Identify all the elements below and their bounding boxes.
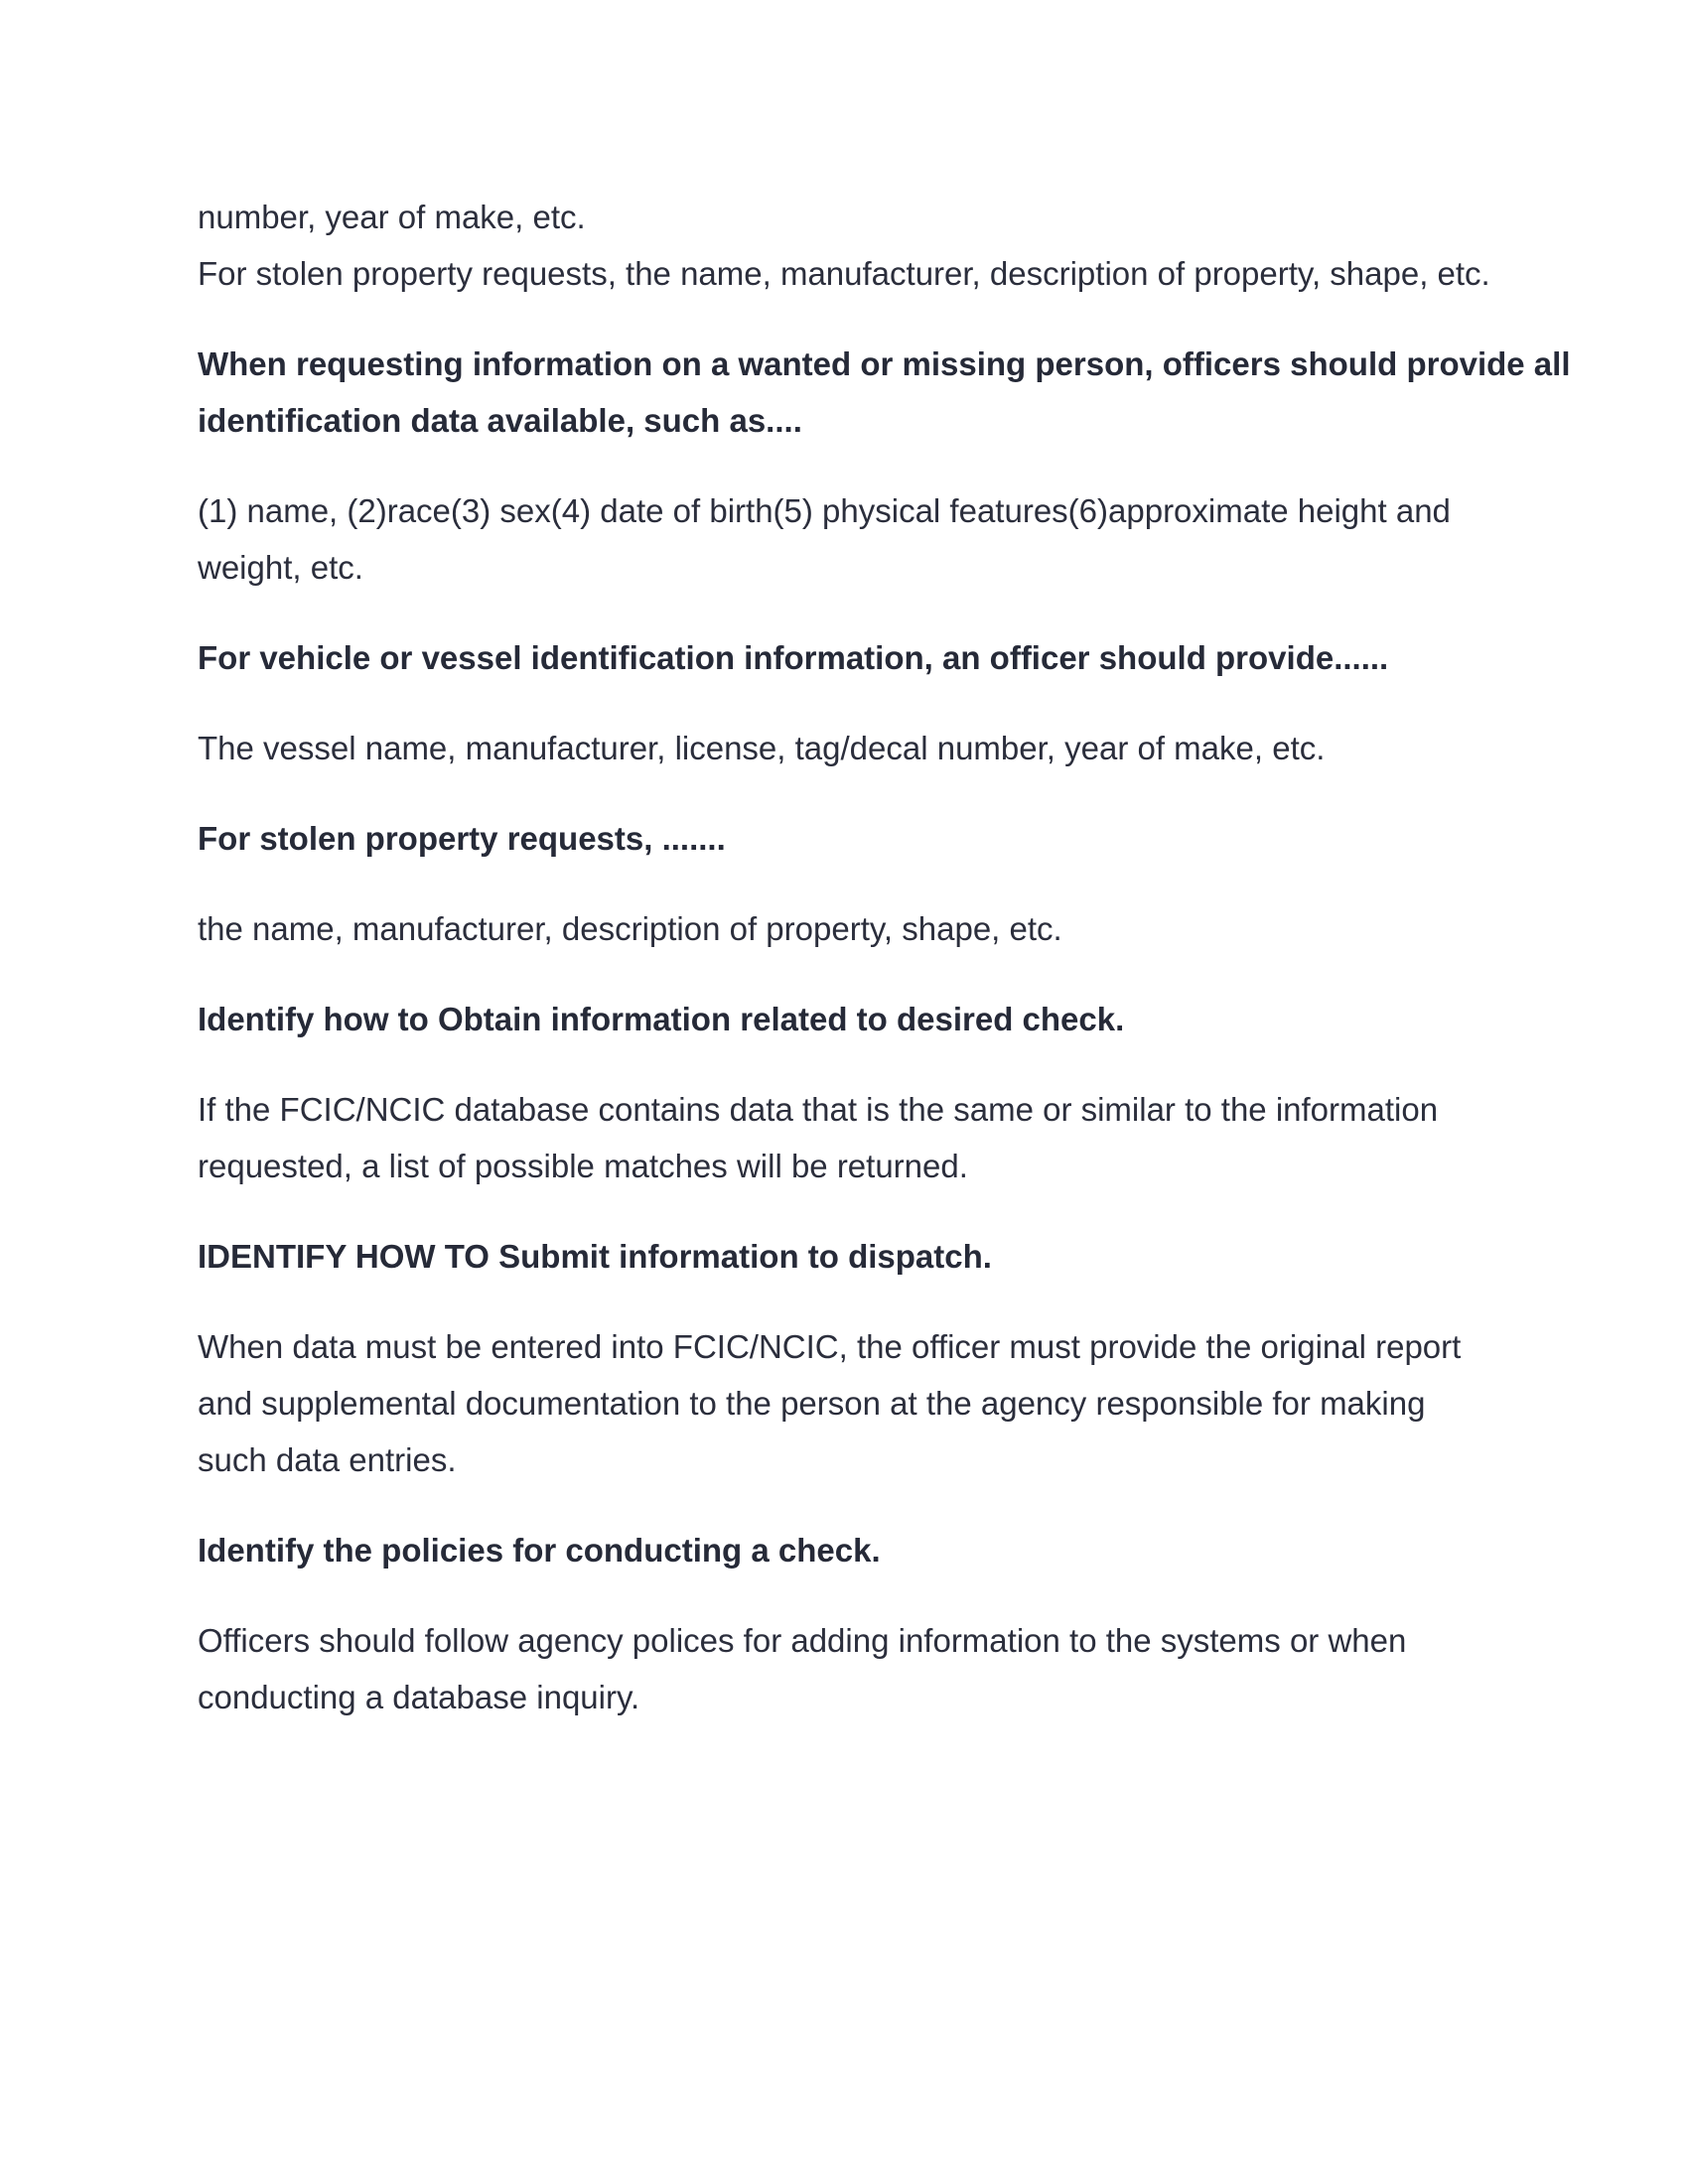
paragraph-text: When data must be entered into FCIC/NCIC, the officer must provide the original report and supplemental documentation to the person at the agency responsible for making such data entries. xyxy=(198,1328,1462,1478)
paragraph-text: Officers should follow agency polices for adding information to the systems or when conducting a database inquiry. xyxy=(198,1622,1407,1715)
paragraph-text: If the FCIC/NCIC database contains data that is the same or similar to the information requested, a list of possible matches will be returned. xyxy=(198,1091,1439,1184)
document-body xyxy=(198,189,1571,1759)
heading-wanted-missing-person xyxy=(198,336,1571,449)
paragraph-text: (1) name, (2)race(3) sex(4) date of birth(5) physical features(6)approximate height and weight, etc. xyxy=(198,492,1451,586)
heading-check-policies xyxy=(198,1522,1498,1578)
heading-vehicle-vessel xyxy=(198,629,1498,686)
paragraph-person-identification-list xyxy=(198,482,1498,596)
paragraph-text: The vessel name, manufacturer, license, tag/decal number, year of make, etc. xyxy=(198,730,1326,766)
heading-submit-to-dispatch xyxy=(198,1228,1498,1285)
paragraph-database-matches xyxy=(198,1081,1498,1194)
paragraph-vessel-details xyxy=(198,720,1498,776)
heading-text: Identify how to Obtain information related to desired check. xyxy=(198,1001,1125,1037)
heading-line: When requesting information on a wanted or missing person, officers should provide all xyxy=(198,345,1571,382)
paragraph-stolen-property-details xyxy=(198,900,1498,957)
paragraph-data-entry xyxy=(198,1318,1498,1488)
heading-text: For stolen property requests, ....... xyxy=(198,820,726,857)
heading-obtain-information xyxy=(198,991,1498,1047)
paragraph-text: For stolen property requests, the name, manufacturer, description of property, shape, etc. xyxy=(198,255,1490,292)
paragraph-stolen-property-intro xyxy=(198,245,1498,302)
paragraph-text: the name, manufacturer, description of property, shape, etc. xyxy=(198,910,1062,947)
heading-text: IDENTIFY HOW TO Submit information to dispatch. xyxy=(198,1238,992,1275)
heading-stolen-property xyxy=(198,810,1498,867)
paragraph-text: number, year of make, etc. xyxy=(198,199,586,235)
heading-text: For vehicle or vessel identification information, an officer should provide...... xyxy=(198,639,1389,676)
paragraph-agency-policies xyxy=(198,1612,1498,1725)
heading-text: Identify the policies for conducting a check. xyxy=(198,1532,881,1569)
heading-line: identification data available, such as.... xyxy=(198,402,802,439)
paragraph-vehicle-continued xyxy=(198,189,1498,245)
